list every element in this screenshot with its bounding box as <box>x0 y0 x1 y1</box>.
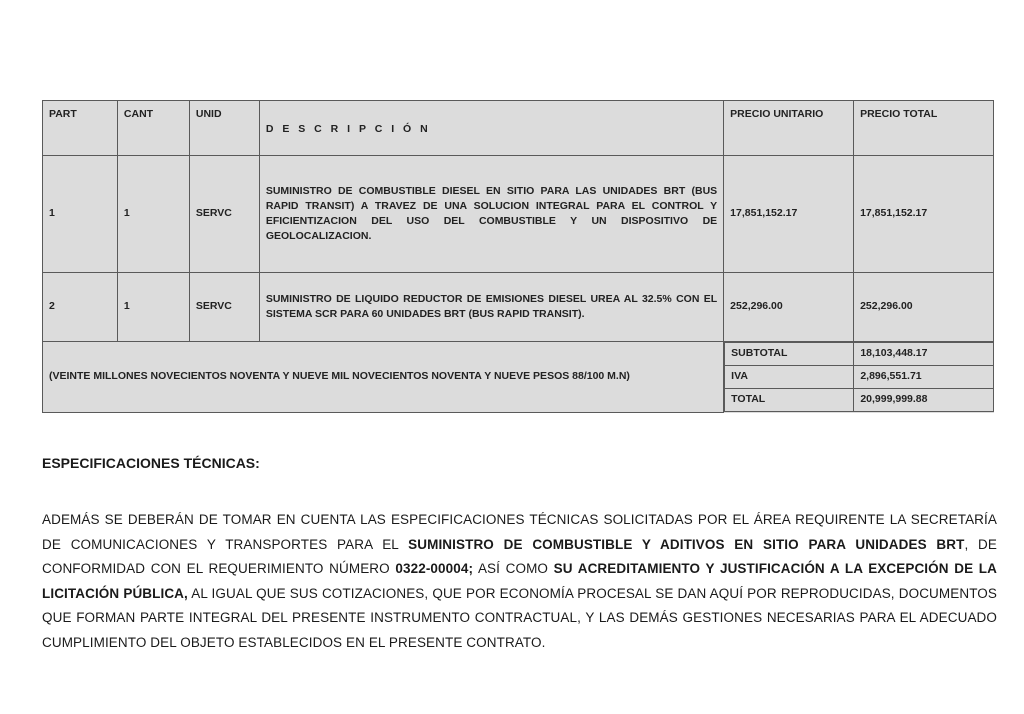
header-unid: UNID <box>189 101 259 156</box>
total-value: 20,999,999.88 <box>854 389 993 412</box>
table-header-row <box>43 101 994 156</box>
paragraph-bold-text: SUMINISTRO DE COMBUSTIBLE Y ADITIVOS EN SITIO PARA UNIDADES BRT <box>408 536 965 552</box>
cell-cant: 1 <box>117 156 189 273</box>
cell-cant: 1 <box>117 273 189 342</box>
iva-label: IVA <box>725 366 854 389</box>
paragraph-text: AL IGUAL QUE SUS COTIZACIONES, QUE POR ECONOMÍA PROCESAL SE DAN AQUÍ POR REPRODUCIDAS, DOCUMENTOS QUE FORMAN PARTE INTEGRAL DEL PRESENTE INSTRUMENTO CONTRACTUAL, Y LAS DEMÁS GESTIONES NECESARIAS PARA EL ADECUADO CUMPLIMIENTO DEL OBJETO ESTABLECIDOS EN EL PRESENTE CONTRATO. <box>42 585 998 650</box>
total-row <box>725 389 993 412</box>
cell-precio-total: 17,851,152.17 <box>854 156 994 273</box>
table-row <box>43 156 994 273</box>
cell-precio-unitario: 17,851,152.17 <box>724 156 854 273</box>
total-label: TOTAL <box>725 389 854 412</box>
cell-part: 2 <box>43 273 118 342</box>
cell-precio-total: 252,296.00 <box>854 273 994 342</box>
paragraph-text: ADEMÁS SE DEBERÁN DE TOMAR EN CUENTA LAS ESPECIFICACIONES TÉCNICAS SOLICITADAS POR EL ÁREA REQUIRENTE LA SECRETARÍA DE COMUNICACIONES Y TRANSPORTES PARA EL <box>42 512 997 552</box>
subtotal-value: 18,103,448.17 <box>854 343 993 366</box>
requirement-number: 0322-00004; <box>395 561 474 576</box>
section-title: ESPECIFICACIONES TÉCNICAS: <box>42 455 260 471</box>
iva-value: 2,896,551.71 <box>854 366 993 389</box>
paragraph-bold-text: SU ACREDITAMIENTO Y JUSTIFICACIÓN A LA EXCEPCIÓN DE LA LICITACIÓN PÚBLICA, <box>42 561 997 601</box>
cell-part: 1 <box>43 156 118 273</box>
paragraph-text: ASÍ COMO <box>473 561 554 576</box>
cell-unid: SERVC <box>189 156 259 273</box>
header-part: PART <box>43 101 118 156</box>
totals-row <box>43 342 994 413</box>
cell-descripcion: SUMINISTRO DE COMBUSTIBLE DIESEL EN SITIO PARA LAS UNIDADES BRT (BUS RAPID TRANSIT) A TRAVEZ DE UNA SOLUCION INTEGRAL PARA EL CONTROL Y EFICIENTIZACION DEL USO DEL COMBUSTIBLE Y UN DISPOSITIVO DE GEOLOCALIZACION. <box>259 156 723 273</box>
specifications-paragraph <box>42 508 997 655</box>
cell-precio-unitario: 252,296.00 <box>724 273 854 342</box>
cell-unid: SERVC <box>189 273 259 342</box>
totals-table <box>724 342 993 412</box>
iva-row <box>725 366 993 389</box>
header-cant: CANT <box>117 101 189 156</box>
header-precio-unitario: PRECIO UNITARIO <box>724 101 854 156</box>
header-descripcion: D E S C R I P C I Ó N <box>259 101 723 156</box>
paragraph-text: , DE CONFORMIDAD CON EL REQUERIMIENTO NÚMERO <box>42 536 998 576</box>
header-precio-total: PRECIO TOTAL <box>854 101 994 156</box>
table-row <box>43 273 994 342</box>
subtotal-row <box>725 343 993 366</box>
totals-cell <box>724 342 994 413</box>
cell-descripcion: SUMINISTRO DE LIQUIDO REDUCTOR DE EMISIONES DIESEL UREA AL 32.5% CON EL SISTEMA SCR PARA 60 UNIDADES BRT (BUS RAPID TRANSIT). <box>259 273 723 342</box>
subtotal-label: SUBTOTAL <box>725 343 854 366</box>
items-table <box>42 100 994 413</box>
amount-in-words: (VEINTE MILLONES NOVECIENTOS NOVENTA Y NUEVE MIL NOVECIENTOS NOVENTA Y NUEVE PESOS 88/100 M.N) <box>43 342 724 413</box>
